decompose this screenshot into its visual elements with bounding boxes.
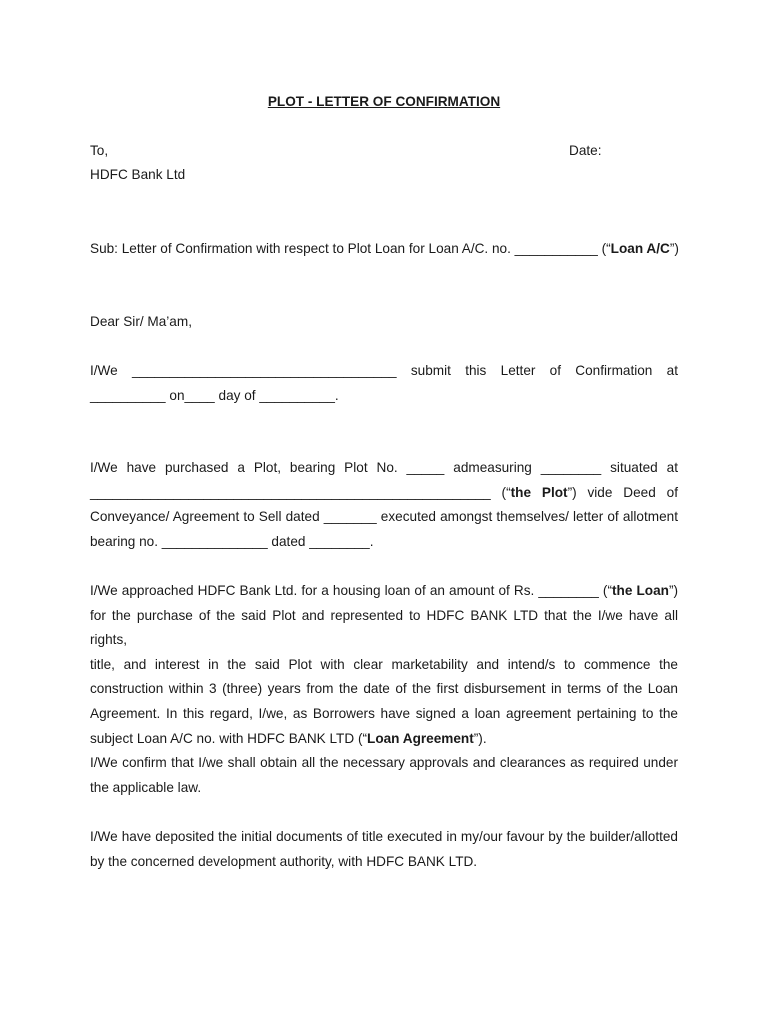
salutation: Dear Sir/ Ma’am, bbox=[90, 314, 192, 329]
paragraph-loan bbox=[90, 579, 678, 751]
para4-line2: the applicable law. bbox=[90, 779, 202, 795]
para3-line2: for the purchase of the said Plot and represented to HDFC BANK LTD that the I/we have all rights, bbox=[90, 607, 678, 648]
para2-line2 bbox=[90, 481, 678, 506]
paragraph-approvals bbox=[90, 751, 678, 800]
para5-line2: by the concerned development authority, with HDFC BANK LTD. bbox=[90, 853, 478, 869]
para3-line6-pre: subject Loan A/C no. with HDFC BANK LTD (“ bbox=[90, 730, 368, 746]
paragraph-plot-purchase bbox=[90, 456, 678, 554]
subject-text: Sub: Letter of Confirmation with respect to Plot Loan for Loan A/C. no. ___________ (“ bbox=[90, 241, 611, 256]
para1-line2: __________ on____ day of __________. bbox=[90, 387, 339, 403]
para2-line4: bearing no. ______________ dated ________. bbox=[90, 533, 374, 549]
para2-line2-pre: _____________________________________________________ (“ bbox=[90, 484, 511, 500]
para3-line1-bold: the Loan bbox=[612, 583, 669, 598]
para3-line4: construction within 3 (three) years from the date of the first disbursement in terms of the Loan bbox=[90, 681, 678, 697]
para3-line1-post: ”) bbox=[668, 583, 679, 598]
paragraph-submission bbox=[90, 359, 678, 408]
subject-end: ”) bbox=[669, 241, 679, 256]
addressee: HDFC Bank Ltd bbox=[90, 167, 186, 182]
para1-line1: I/We ___________________________________ submit this Letter of Confirmation at bbox=[90, 363, 678, 378]
para2-line3: Conveyance/ Agreement to Sell dated _______ executed amongst themselves/ letter of allotment bbox=[90, 509, 678, 525]
para3-line1 bbox=[90, 579, 678, 604]
para2-line1: I/We have purchased a Plot, bearing Plot No. _____ admeasuring ________ situated at bbox=[90, 460, 678, 475]
para2-line2-post: ”) vide Deed of bbox=[567, 484, 678, 500]
para3-line1-pre: I/We approached HDFC Bank Ltd. for a housing loan of an amount of Rs. ________ (“ bbox=[90, 583, 612, 598]
para3-line6 bbox=[90, 727, 678, 752]
para2-line2-bold: the Plot bbox=[510, 484, 568, 500]
document-page bbox=[90, 0, 678, 1024]
page-title: PLOT - LETTER OF CONFIRMATION bbox=[267, 94, 501, 109]
para3-line6-post: ”). bbox=[473, 730, 487, 746]
para3-line3: title, and interest in the said Plot with clear marketability and intend/s to commence the bbox=[90, 656, 678, 672]
subject-bold: Loan A/C bbox=[610, 241, 670, 256]
to-label: To, bbox=[90, 143, 109, 158]
para3-line5: Agreement. In this regard, I/we, as Borrowers have signed a loan agreement pertaining to the bbox=[90, 705, 678, 721]
para3-line6-bold: Loan Agreement bbox=[367, 730, 474, 746]
para4-line1: I/We confirm that I/we shall obtain all the necessary approvals and clearances as required under bbox=[90, 755, 678, 770]
date-label: Date: bbox=[569, 143, 602, 158]
para5-line1: I/We have deposited the initial documents of title executed in my/our favour by the builder/allotted bbox=[90, 829, 678, 844]
paragraph-documents bbox=[90, 825, 678, 874]
subject-line bbox=[90, 241, 679, 257]
